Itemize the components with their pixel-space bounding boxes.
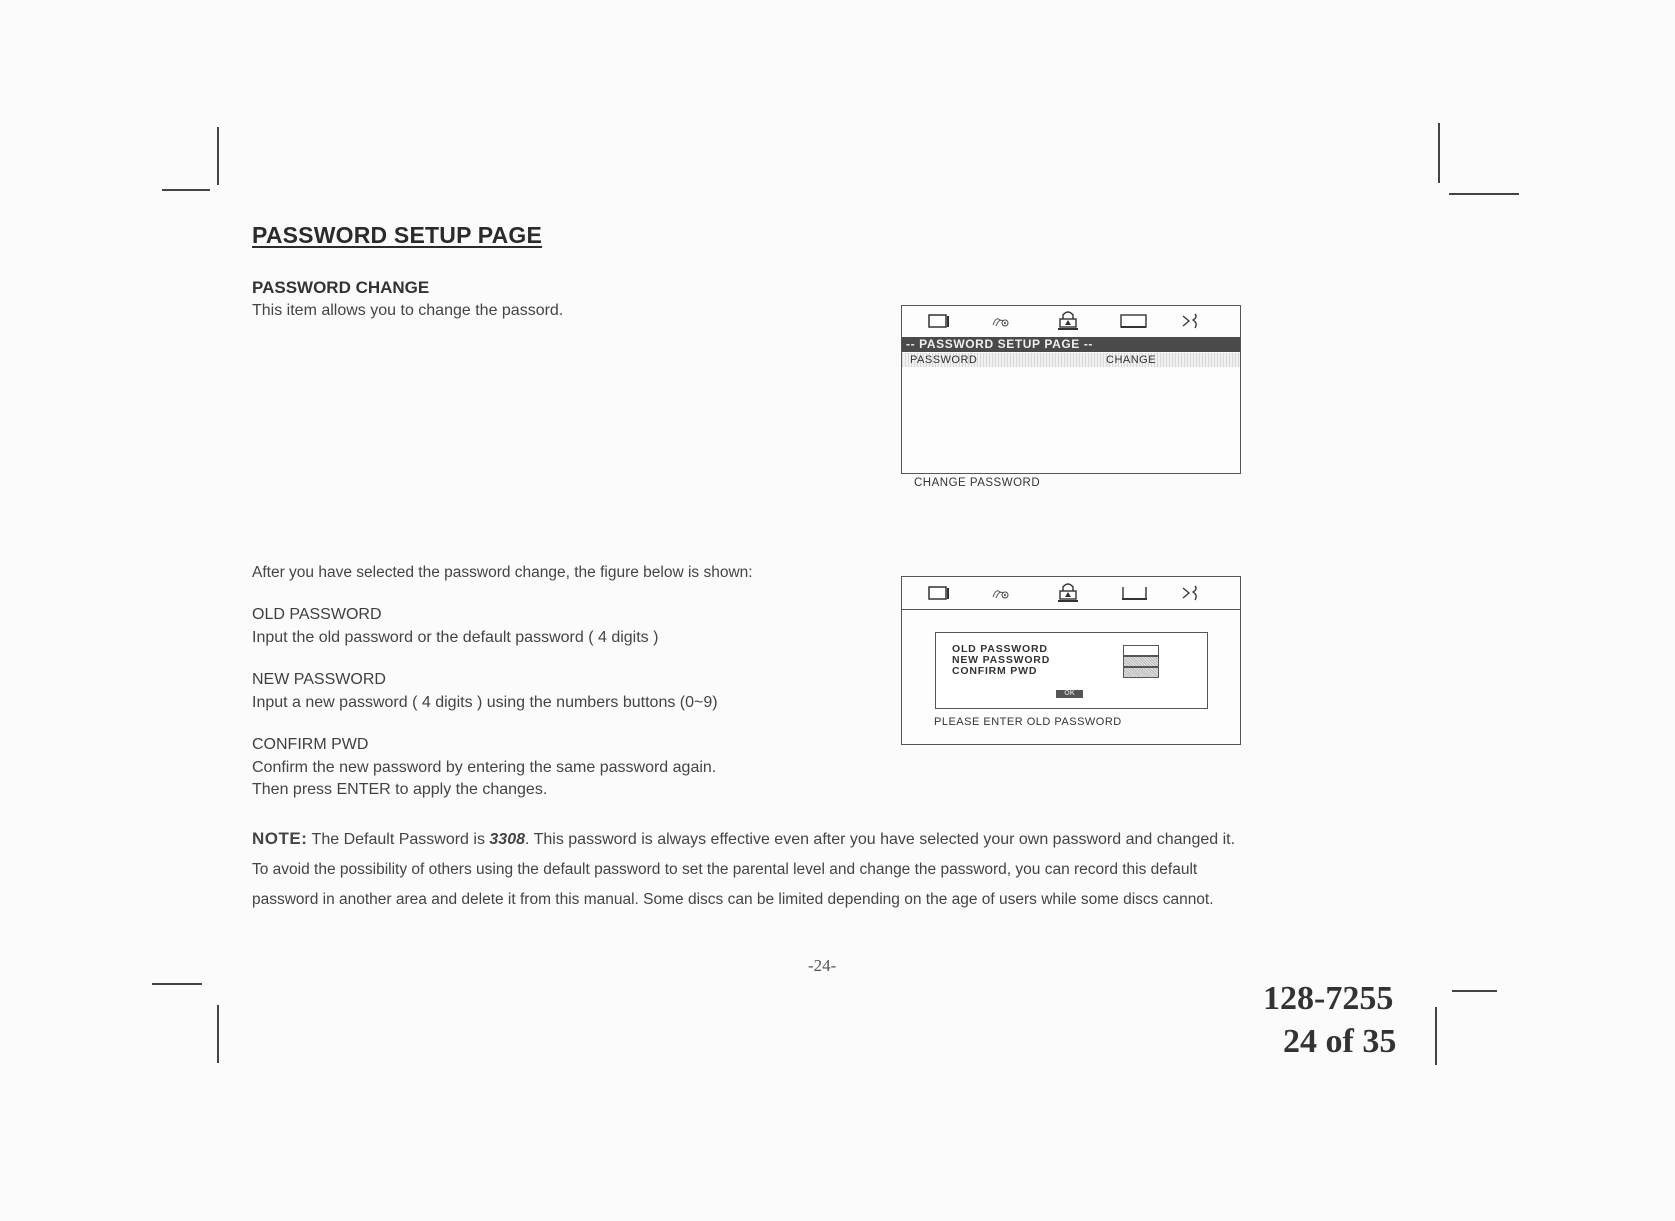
note-pre: The Default Password is — [311, 831, 490, 848]
osd-caption: CHANGE PASSWORD — [914, 477, 1041, 489]
confirm-pwd-label: CONFIRM PWD — [952, 665, 1038, 677]
monitor-icon — [1119, 584, 1149, 602]
crop-mark — [1449, 193, 1519, 195]
default-password: 3308 — [489, 831, 525, 848]
document-id: 128-7255 — [1263, 980, 1394, 1017]
confirm-pwd-input[interactable] — [1123, 667, 1159, 678]
item-heading-confirm-pwd: CONFIRM PWD — [252, 736, 369, 753]
new-password-label: NEW PASSWORD — [952, 654, 1051, 666]
page-title: PASSWORD SETUP PAGE — [252, 222, 543, 248]
note-line-2: To avoid the possibility of others using the default password to set the parental level and change the password, you can record this default — [252, 861, 1198, 878]
note-line-3: password in another area and delete it from this manual. Some discs can be limited depending on the age of users while some discs cannot. — [252, 891, 1214, 908]
note-line-1 — [252, 824, 1235, 855]
monitor-icon — [1119, 312, 1149, 330]
osd-icon-bar — [902, 306, 1240, 336]
crop-mark — [162, 189, 210, 191]
note-line1-post: . This password is always effective even after you have selected your own password and changed it. — [525, 831, 1236, 848]
osd-prompt: PLEASE ENTER OLD PASSWORD — [934, 716, 1122, 728]
osd-row-label: PASSWORD — [910, 354, 978, 366]
item-text-confirm-pwd: Confirm the new password by entering the same password again. — [252, 759, 717, 776]
intro-text: After you have selected the password change, the figure below is shown: — [252, 564, 753, 581]
item-text-confirm-pwd-line2: Then press ENTER to apply the changes. — [252, 781, 548, 798]
old-password-label: OLD PASSWORD — [952, 643, 1048, 655]
crop-mark — [217, 1005, 219, 1063]
osd-header-bar: -- PASSWORD SETUP PAGE -- — [902, 337, 1240, 352]
crop-mark — [1435, 1007, 1437, 1065]
preferences-icon — [1179, 312, 1201, 330]
item-text-old-password: Input the old password or the default password ( 4 digits ) — [252, 629, 659, 646]
ok-button[interactable]: OK — [1056, 690, 1083, 698]
speaker-icon — [990, 312, 1012, 330]
tv-screen-icon — [928, 584, 950, 602]
item-text-new-password: Input a new password ( 4 digits ) using the numbers buttons (0~9) — [252, 694, 718, 711]
lock-icon — [1056, 309, 1080, 331]
crop-mark — [152, 983, 202, 985]
lock-icon — [1056, 581, 1080, 603]
osd-password-entry-screen — [901, 576, 1241, 745]
page-number: -24- — [808, 956, 837, 975]
preferences-icon — [1179, 584, 1201, 602]
password-dialog — [935, 632, 1208, 709]
crop-mark — [1452, 990, 1497, 992]
new-password-input[interactable] — [1123, 656, 1159, 667]
section-heading: PASSWORD CHANGE — [252, 278, 430, 297]
page-of-total: 24 of 35 — [1283, 1023, 1397, 1060]
osd-password-setup-screen — [901, 305, 1241, 474]
osd-row-value: CHANGE — [1106, 354, 1157, 366]
osd-icon-bar — [902, 577, 1240, 610]
crop-mark — [217, 127, 219, 185]
speaker-icon — [990, 584, 1012, 602]
item-heading-new-password: NEW PASSWORD — [252, 671, 386, 688]
note-label: NOTE: — [252, 829, 308, 848]
section-description: This item allows you to change the passord. — [252, 302, 564, 319]
tv-screen-icon — [928, 312, 950, 330]
item-heading-old-password: OLD PASSWORD — [252, 606, 382, 623]
old-password-input[interactable] — [1123, 645, 1159, 656]
osd-menu-row-password[interactable] — [902, 353, 1240, 367]
crop-mark — [1438, 123, 1440, 183]
